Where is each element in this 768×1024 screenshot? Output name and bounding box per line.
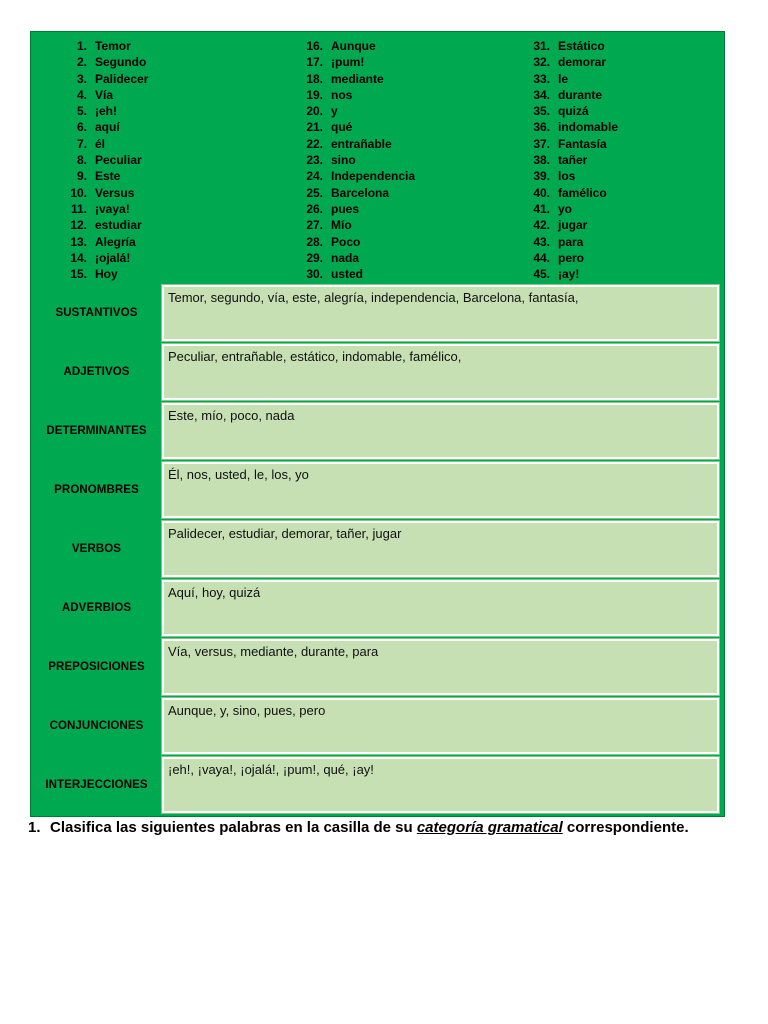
word-item [63,250,148,266]
word-text: ¡ojalá! [95,250,131,265]
word-item [526,87,618,103]
word-text: demorar [558,55,607,70]
word-text: Barcelona [331,185,390,200]
category-row [31,637,726,696]
word-text: pues [331,201,360,216]
word-text: Alegría [95,234,136,249]
word-item [299,201,415,217]
word-text: ¡ay! [558,267,580,282]
word-number: 38. [533,153,550,168]
word-text: nada [331,250,360,265]
word-text: Temor [95,39,131,53]
word-item [526,217,618,233]
word-text: quizá [558,104,589,119]
word-text: jugar [558,218,588,233]
category-label: PREPOSICIONES [48,660,145,673]
word-item [299,103,415,119]
word-text: Versus [95,185,135,200]
word-number: 5. [76,104,87,119]
word-item [299,87,415,103]
category-row [31,519,726,578]
word-number: 25. [306,185,323,200]
word-item [63,201,148,217]
word-item [526,234,618,250]
word-text: Vía [95,87,114,102]
word-item [299,71,415,87]
category-answer-box[interactable]: Aunque, y, sino, pues, pero [162,698,719,754]
word-number: 16. [306,39,323,53]
word-number: 19. [306,87,323,102]
word-text: ¡pum! [331,55,365,70]
word-number: 27. [306,218,323,233]
word-item [299,168,415,184]
category-row [31,696,726,755]
word-text: Estático [558,39,605,53]
word-text: para [558,234,584,249]
word-number: 23. [306,153,323,168]
word-item [526,38,618,54]
word-text: indomable [558,120,619,135]
word-text: Independencia [331,169,416,184]
category-answer-box[interactable]: Vía, versus, mediante, durante, para [162,639,719,695]
word-text: entrañable [331,136,392,151]
word-item [299,119,415,135]
category-label: ADJETIVOS [63,365,130,378]
word-number: 41. [533,201,550,216]
category-row [31,578,726,637]
word-text: aquí [95,120,120,135]
word-number: 7. [76,136,87,151]
word-item [526,266,618,282]
word-number: 43. [533,234,550,249]
word-item [63,234,148,250]
word-text: Aunque [331,39,376,53]
word-item [526,152,618,168]
word-number: 30. [306,267,323,282]
word-item [299,136,415,152]
word-text: Peculiar [95,153,142,168]
category-row [31,342,726,401]
word-number: 34. [533,87,550,102]
word-item [63,103,148,119]
category-label: DETERMINANTES [46,424,147,437]
word-text: le [558,71,569,86]
category-row [31,283,726,342]
word-number: 6. [76,120,87,135]
category-label: PRONOMBRES [54,483,139,496]
word-item [299,38,415,54]
category-row [31,460,726,519]
word-text: él [95,136,106,151]
word-number: 21. [306,120,323,135]
word-number: 4. [76,87,87,102]
word-text: nos [331,87,353,102]
word-item [299,54,415,70]
word-number: 31. [533,39,550,53]
word-item [299,217,415,233]
instruction-text-before: Clasifica las siguientes palabras en la casilla de su [50,819,417,836]
word-item [526,54,618,70]
category-answer-box[interactable]: Temor, segundo, vía, este, alegría, independencia, Barcelona, fantasía, [162,285,719,341]
word-column-2 [299,38,415,282]
word-number: 32. [533,55,550,70]
word-number: 42. [533,218,550,233]
word-item [299,152,415,168]
word-text: Este [95,169,121,184]
word-text: pero [558,250,585,265]
word-number: 45. [533,267,550,282]
word-column-1 [63,38,148,282]
word-number: 1. [76,39,87,53]
word-text: ¡vaya! [95,201,130,216]
word-text: Segundo [95,55,147,70]
word-number: 2. [76,55,87,70]
word-text: Mío [331,218,352,233]
word-text: tañer [558,153,588,168]
word-item [526,185,618,201]
category-answer-box[interactable]: Palidecer, estudiar, demorar, tañer, jugar [162,521,719,577]
word-text: durante [558,87,603,102]
word-number: 24. [306,169,323,184]
word-item [63,38,148,54]
category-answer-box[interactable]: Peculiar, entrañable, estático, indomable, famélico, [162,344,719,400]
word-text: Fantasía [558,136,607,151]
word-text: famélico [558,185,607,200]
word-text: mediante [331,71,384,86]
word-number: 10. [70,185,87,200]
word-item [63,71,148,87]
word-number: 8. [76,153,87,168]
instruction [28,818,748,838]
word-item [63,266,148,282]
word-number: 13. [70,234,87,249]
word-item [526,136,618,152]
category-label: CONJUNCIONES [49,719,144,732]
word-number: 36. [533,120,550,135]
word-text: yo [558,201,573,216]
category-row [31,755,726,814]
word-item [299,250,415,266]
instruction-text-after: correspondiente. [562,819,689,836]
word-column-3 [526,38,618,282]
category-answer-box[interactable]: ¡eh!, ¡vaya!, ¡ojalá!, ¡pum!, qué, ¡ay! [162,757,719,813]
word-number: 18. [306,71,323,86]
word-item [63,87,148,103]
word-text: ¡eh! [95,104,117,119]
word-item [63,136,148,152]
instruction-emphasis: categoría gramatical [416,819,563,836]
word-number: 44. [533,250,550,265]
category-table [31,283,726,814]
word-item [63,217,148,233]
word-number: 11. [70,201,87,216]
word-number: 15. [70,267,87,282]
word-item [299,266,415,282]
word-text: los [558,169,576,184]
category-row [31,401,726,460]
word-item [63,54,148,70]
word-number: 20. [306,104,323,119]
word-text: Palidecer [95,71,149,86]
word-text: y [331,104,338,119]
worksheet-table [30,31,725,817]
word-item [63,185,148,201]
category-answer-box[interactable]: Él, nos, usted, le, los, yo [162,462,719,518]
category-label: ADVERBIOS [61,601,132,614]
word-item [526,71,618,87]
category-label: INTERJECCIONES [45,778,148,791]
word-number: 3. [76,71,87,86]
word-text: qué [331,120,353,135]
word-number: 9. [76,169,87,184]
word-text: Hoy [95,267,118,282]
word-number: 28. [306,234,323,249]
word-number: 37. [533,136,550,151]
category-label: VERBOS [71,542,122,555]
word-number: 40. [533,185,550,200]
category-answer-box[interactable]: Aquí, hoy, quizá [162,580,719,636]
word-number: 14. [70,250,87,265]
word-text: Poco [331,234,361,249]
word-number: 39. [533,169,550,184]
word-item [63,168,148,184]
word-number: 35. [533,104,550,119]
word-text: sino [331,153,356,168]
word-text: usted [331,267,364,282]
word-item [63,119,148,135]
word-number: 33. [533,71,550,86]
word-item [526,103,618,119]
word-item [526,250,618,266]
category-answer-box[interactable]: Este, mío, poco, nada [162,403,719,459]
word-item [299,234,415,250]
word-item [526,119,618,135]
word-text: estudiar [95,218,142,233]
word-item [526,168,618,184]
word-number: 17. [306,55,323,70]
instruction-number: 1. [28,819,41,836]
word-number: 12. [70,218,87,233]
word-item [63,152,148,168]
word-number: 29. [306,250,323,265]
category-label: SUSTANTIVOS [55,306,138,319]
word-number: 26. [306,201,323,216]
word-item [526,201,618,217]
word-list [31,38,726,284]
word-number: 22. [306,136,323,151]
word-item [299,185,415,201]
